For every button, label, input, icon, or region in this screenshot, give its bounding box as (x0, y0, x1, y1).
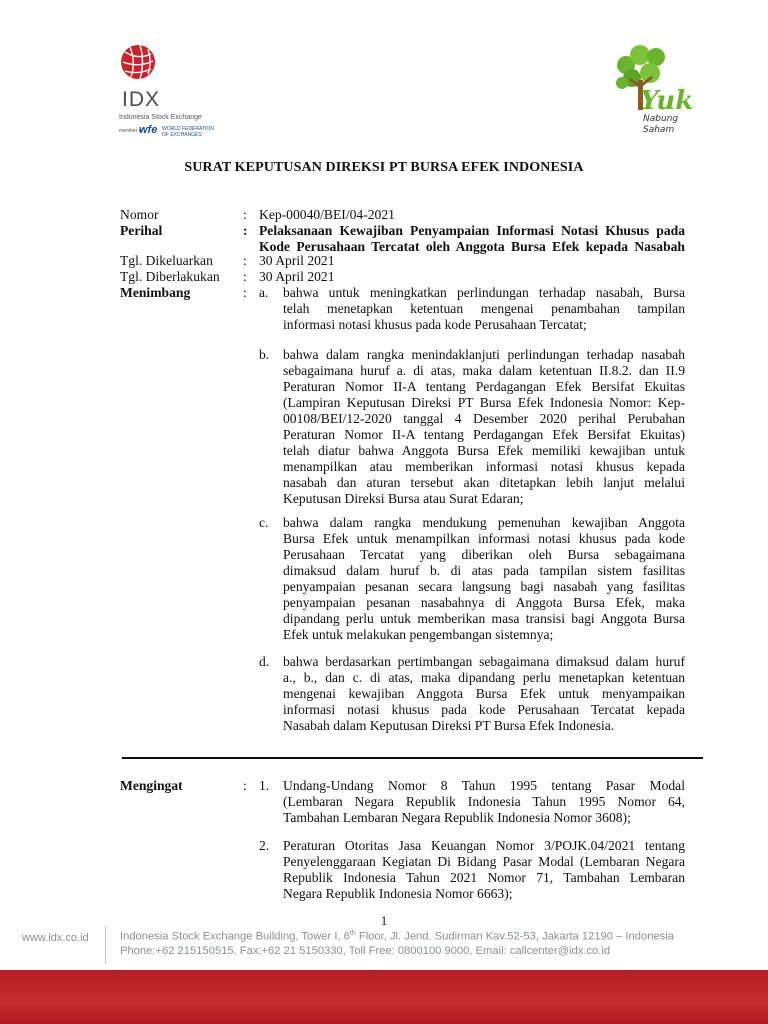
dikeluarkan-label: Tgl. Dikeluarkan (120, 253, 213, 268)
text-line: penyampaian pesanan nasabahnya di Anggota Bursa Efek, maka (283, 595, 685, 610)
footer-address: Indonesia Stock Exchange Building, Tower I, 6th Floor, Jl. Jend. Sudirman Kav.52-53, Jakarta 12190 – Indonesia (120, 930, 674, 943)
text-line: Peraturan Otoritas Jasa Keuangan Nomor 3/POJK.04/2021 tentang (283, 838, 685, 853)
perihal-value: Pelaksanaan Kewajiban Penyampaian Informasi Notasi Khusus pada Kode Perusahaan Tercatat oleh Anggota Bursa Efek kepada Nasabah (259, 223, 685, 254)
item-marker: b. (259, 347, 270, 362)
menimbang-item (259, 285, 685, 333)
diberlakukan-label: Tgl. Diberlakukan (120, 269, 220, 284)
mengingat-item (259, 838, 685, 902)
text-line: Nasabah dalam Keputusan Direksi PT Bursa Efek Indonesia. (283, 718, 615, 733)
yuk-wordmark: Yuk (640, 86, 694, 116)
idx-wordmark: IDX (122, 88, 161, 111)
item-text (283, 654, 685, 734)
perihal-label: Perihal (120, 223, 163, 238)
text-line: Peraturan Nomor II-A tentang Perdagangan Efek Bersifat Ekuitas (283, 379, 685, 394)
idx-tagline: Indonesia Stock Exchange (119, 114, 202, 121)
text-line: informasi notasi khusus pada kode Perusahaan Tercatat kepada (283, 702, 685, 717)
text-line: Undang-Undang Nomor 8 Tahun 1995 tentang Pasar Modal (283, 778, 685, 793)
section-divider (122, 757, 703, 759)
menimbang-item (259, 515, 685, 643)
item-marker: a. (259, 285, 269, 300)
item-marker: c. (259, 515, 269, 530)
footer-separator (105, 926, 106, 964)
colon: : (243, 253, 247, 268)
menimbang-label: Menimbang (120, 285, 191, 300)
text-line: Negara Republik Indonesia Nomor 6663); (283, 886, 513, 901)
nabung-saham-text: Nabung Saham (643, 114, 679, 135)
item-text (283, 778, 685, 826)
colon: : (243, 223, 248, 238)
footer-url: www.idx.co.id (22, 932, 89, 944)
text-line: Republik Indonesia Tahun 2021 Nomor 71, Tambahan Lembaran (283, 870, 685, 885)
text-line: bahwa dalam rangka mendukung pemenuhan kewajiban Anggota (283, 515, 685, 530)
text-line: Bursa Efek untuk menampilkan informasi notasi khusus pada kode (283, 531, 685, 546)
text-line: nasabah dan aturan tersebut akan ditetapkan lebih lanjut melalui (283, 475, 685, 490)
page-number: 1 (380, 913, 388, 928)
text-line: penyampaian pesanan secara langsung bagi nasabah yang fasilitas (283, 579, 685, 594)
menimbang-item (259, 654, 685, 734)
text-line: Tambahan Lembaran Negara Republik Indonesia Nomor 3608); (283, 810, 631, 825)
document-title: SURAT KEPUTUSAN DIREKSI PT BURSA EFEK INDONESIA (184, 160, 584, 175)
colon: : (243, 269, 247, 284)
colon: : (243, 778, 247, 793)
mengingat-item (259, 778, 685, 826)
text-line: Penyelenggaraan Kegiatan Di Bidang Pasar Modal (Lembaran Negara (283, 854, 685, 869)
nomor-value: Kep-00040/BEI/04-2021 (259, 207, 395, 222)
text-line: sebagaimana huruf a. di atas, maka dalam ketentuan II.8.2. dan II.9 (283, 363, 685, 378)
item-marker: d. (259, 654, 270, 669)
text-line: Peraturan Nomor II-A tentang Perdagangan Efek Bersifat Ekuitas) (283, 427, 685, 442)
text-line: dimaksud dalam huruf b. di atas pada tampilan sistem fasilitas (283, 563, 685, 578)
wfe-text: WORLD FEDERATION OF EXCHANGES (162, 126, 214, 138)
text-line: telah diatur bahwa Anggota Bursa Efek memiliki kewajiban untuk (283, 443, 685, 458)
idx-member-of: member of (119, 128, 143, 134)
text-line: bahwa untuk meningkatkan perlindungan terhadap nasabah, Bursa (283, 285, 685, 300)
item-text (283, 285, 685, 333)
text-line: mengenai kewajiban Anggota Bursa Efek untuk menyampaikan (283, 686, 685, 701)
wfe-logo-icon: wfe (139, 124, 158, 136)
text-line: Perusahaan Tercatat yang diberikan oleh Bursa sebagaimana (283, 547, 685, 562)
text-line: menampilkan atau memberikan informasi notasi khusus kepada (283, 459, 685, 474)
text-line: (Lampiran Keputusan Direksi PT Bursa Efek Indonesia Nomor: Kep- (283, 395, 685, 410)
mengingat-label: Mengingat (120, 778, 183, 793)
text-line: informasi notasi khusus pada kode Perusahaan Tercatat; (283, 317, 587, 332)
text-line: bahwa berdasarkan pertimbangan sebagaimana dimaksud dalam huruf (283, 654, 685, 669)
text-line: a., b., dan c. di atas, maka dipandang perlu menetapkan ketentuan (283, 670, 685, 685)
item-text (283, 838, 685, 902)
colon: : (243, 207, 247, 222)
text-line: (Lembaran Negara Republik Indonesia Tahun 1995 Nomor 64, (283, 794, 685, 809)
text-line: dipandang perlu untuk memberikan masa transisi bagi Anggota Bursa (283, 611, 685, 626)
text-line: telah menetapkan ketentuan mengenai penambahan tampilan (283, 301, 685, 316)
text-line: 00108/BEI/12-2020 tanggal 4 Desember 2020 perihal Perubahan (283, 411, 685, 426)
text-line: bahwa dalam rangka menindaklanjuti perlindungan terhadap nasabah (283, 347, 685, 362)
menimbang-item (259, 347, 685, 507)
diberlakukan-value: 30 April 2021 (259, 269, 335, 284)
colon: : (243, 285, 247, 300)
footer-contact: Phone:+62 215150515, Fax:+62 21 5150330, Toll Free: 0800100 9000, Email: callcenter@idx.co.id (120, 945, 611, 957)
item-marker: 2. (259, 838, 270, 853)
item-text (283, 347, 685, 507)
nomor-label: Nomor (120, 207, 159, 222)
text-line: Efek untuk melakukan pengembangan sistemnya; (283, 627, 554, 642)
item-marker: 1. (259, 778, 270, 793)
footer-red-bar (0, 970, 768, 1024)
text-line: Keputusan Direksi Bursa atau Surat Edaran; (283, 491, 524, 506)
page-footer (0, 926, 768, 966)
dikeluarkan-value: 30 April 2021 (259, 253, 335, 268)
item-text (283, 515, 685, 643)
